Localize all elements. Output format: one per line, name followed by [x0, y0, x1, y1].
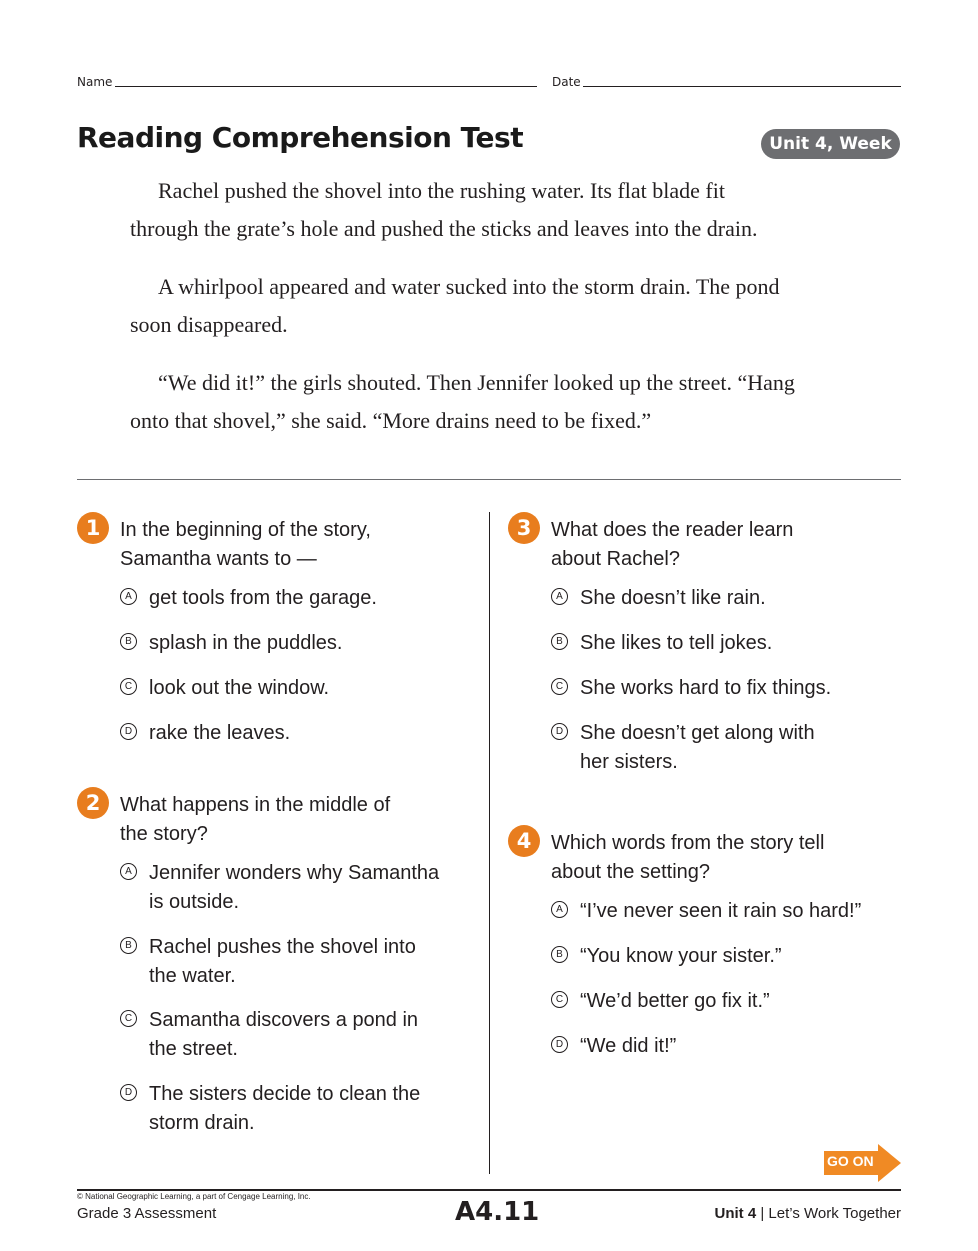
q1-option-d-bubble[interactable]: D: [120, 723, 137, 740]
question-2-text: What happens in the middle of the story?: [120, 794, 391, 845]
question-3-text: What does the reader learn about Rachel?: [551, 519, 794, 570]
story-paragraph-1: Rachel pushed the shovel into the rushing water. Its flat blade fit through the grate’s hole and pushed the sticks and leaves into the drain.: [130, 178, 758, 241]
q1-option-d[interactable]: rake the leaves.: [149, 722, 291, 744]
question-4-text: Which words from the story tell about the setting?: [551, 832, 825, 883]
name-label: Name: [77, 75, 113, 89]
q4-option-c-bubble[interactable]: C: [551, 991, 568, 1008]
grade-label: Grade 3 Assessment: [77, 1205, 217, 1222]
page-title: Reading Comprehension Test: [77, 121, 524, 154]
q2-option-c[interactable]: Samantha discovers a pond in the street.: [149, 1009, 419, 1060]
q3-option-d[interactable]: She doesn’t get along with her sisters.: [580, 722, 815, 773]
q4-option-c[interactable]: “We’d better go fix it.”: [580, 990, 770, 1012]
date-field[interactable]: [583, 86, 901, 87]
question-1-number: 1: [77, 512, 109, 544]
q4-option-a[interactable]: “I’ve never seen it rain so hard!”: [580, 900, 862, 922]
q3-option-a[interactable]: She doesn’t like rain.: [580, 587, 766, 609]
question-3-number: 3: [508, 512, 540, 544]
column-divider: [489, 512, 490, 1174]
section-divider: [77, 479, 901, 480]
unit-label: Unit 4 | Let’s Work Together: [714, 1205, 901, 1222]
q4-option-a-bubble[interactable]: A: [551, 901, 568, 918]
unit-week-badge: Unit 4, Week 2: [761, 129, 900, 159]
q1-option-b-bubble[interactable]: B: [120, 633, 137, 650]
q1-option-a[interactable]: get tools from the garage.: [149, 587, 377, 609]
q4-option-b[interactable]: “You know your sister.”: [580, 945, 782, 967]
q2-option-b-bubble[interactable]: B: [120, 937, 137, 954]
page-number: A4.11: [455, 1197, 540, 1227]
name-field[interactable]: [115, 86, 537, 87]
q1-option-c[interactable]: look out the window.: [149, 677, 330, 699]
question-4-number: 4: [508, 825, 540, 857]
q3-option-b[interactable]: She likes to tell jokes.: [580, 632, 773, 654]
q2-option-c-bubble[interactable]: C: [120, 1010, 137, 1027]
q3-option-d-bubble[interactable]: D: [551, 723, 568, 740]
q3-option-a-bubble[interactable]: A: [551, 588, 568, 605]
q4-option-b-bubble[interactable]: B: [551, 946, 568, 963]
q4-option-d-bubble[interactable]: D: [551, 1036, 568, 1053]
q1-option-c-bubble[interactable]: C: [120, 678, 137, 695]
q3-option-c[interactable]: She works hard to fix things.: [580, 677, 832, 699]
q2-option-a[interactable]: Jennifer wonders why Samantha is outside.: [149, 862, 440, 913]
q3-option-c-bubble[interactable]: C: [551, 678, 568, 695]
q1-option-a-bubble[interactable]: A: [120, 588, 137, 605]
story-paragraph-3: “We did it!” the girls shouted. Then Jennifer looked up the street. “Hang onto that shovel,” she said. “More drains need to be fixed.”: [130, 370, 795, 433]
q2-option-a-bubble[interactable]: A: [120, 863, 137, 880]
q4-option-d[interactable]: “We did it!”: [580, 1035, 677, 1057]
q2-option-d-bubble[interactable]: D: [120, 1084, 137, 1101]
date-label: Date: [552, 75, 581, 89]
q3-option-b-bubble[interactable]: B: [551, 633, 568, 650]
q1-option-b[interactable]: splash in the puddles.: [149, 632, 343, 654]
q2-option-b[interactable]: Rachel pushes the shovel into the water.: [149, 936, 416, 987]
question-2-number: 2: [77, 787, 109, 819]
story-paragraph-2: A whirlpool appeared and water sucked into the storm drain. The pond soon disappeared.: [130, 274, 780, 337]
question-1-text: In the beginning of the story, Samantha wants to —: [120, 519, 371, 570]
copyright: © National Geographic Learning, a part of Cengage Learning, Inc.: [77, 1192, 311, 1201]
q2-option-d[interactable]: The sisters decide to clean the storm drain.: [149, 1083, 421, 1134]
go-on-label: GO ON: [827, 1153, 874, 1169]
footer-rule: [77, 1189, 901, 1191]
